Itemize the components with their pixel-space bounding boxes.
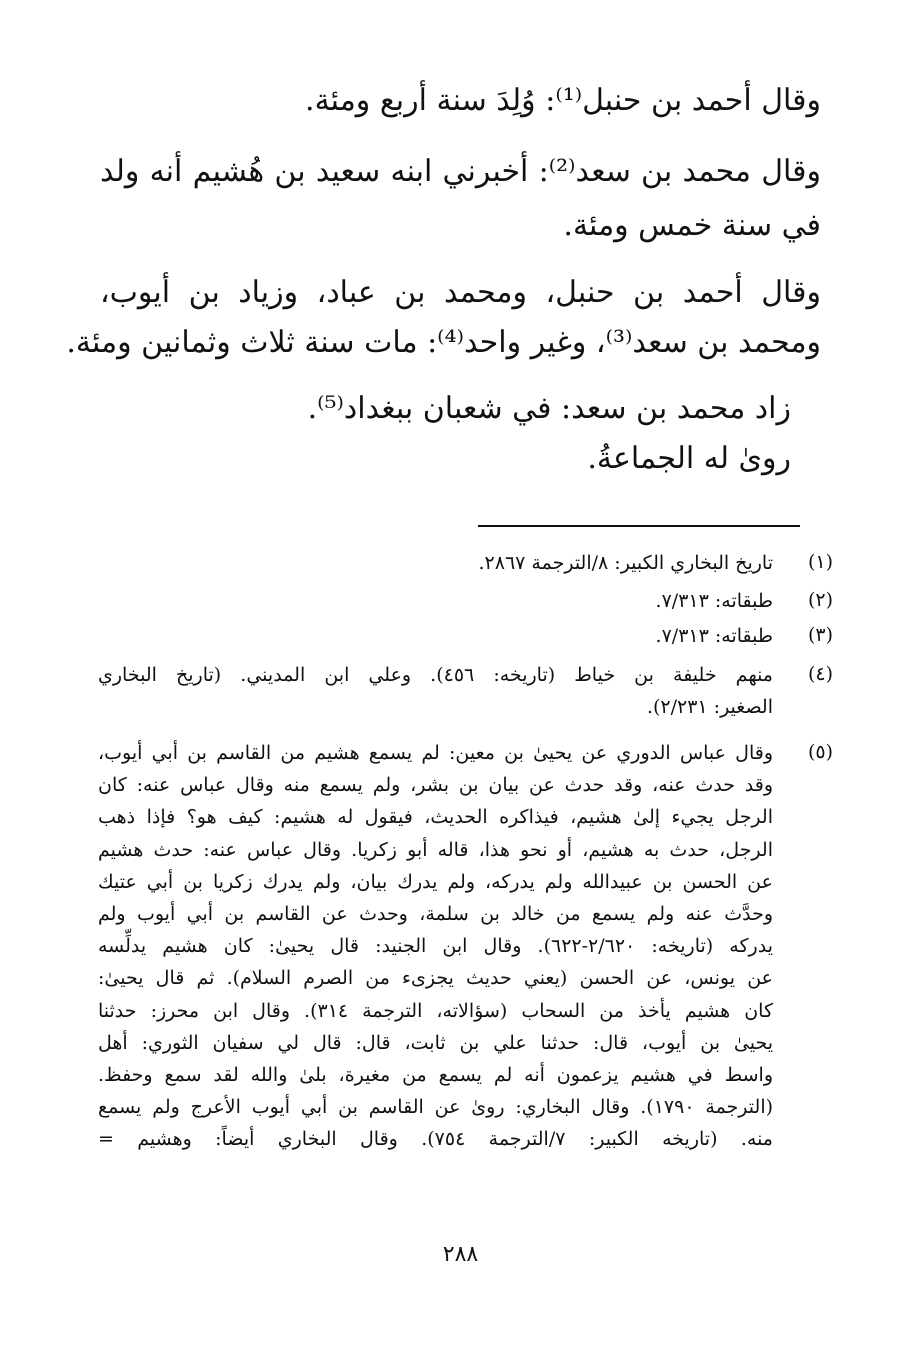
footnote-number: (١) [807, 551, 833, 573]
footnote-line: يدركه (تاريخه: ٢/٦٢٠-٦٢٢). وقال ابن الجنيد: قال يحيىٰ: كان هشيم يدلِّسه [98, 935, 773, 958]
footnote-line: (الترجمة ١٧٩٠). وقال البخاري: روىٰ عن القاسم بن أبي أيوب الأعرج ولم يسمع [98, 1096, 774, 1119]
main-text-line: زاد محمد بن سعد: في شعبان ببغداد⁽⁵⁾. [307, 391, 791, 426]
footnote-line: منه. (تاريخه الكبير: ٧/الترجمة ٧٥٤). وقال البخاري أيضاً: وهشيم = [98, 1128, 773, 1151]
footnote-line: عن الحسن بن عبيدالله ولم يدركه، ولم يدرك بيان، ولم يدرك زكريا بن أبي عتيك [98, 870, 773, 893]
main-text-line: وقال محمد بن سعد⁽²⁾: أخبرني ابنه سعيد بن هُشيم أنه ولد [100, 154, 821, 189]
footnote-line: كان هشيم يأخذ من السحاب (سؤالاته، الترجمة ٣١٤). وقال ابن محرز: حدثنا [98, 999, 773, 1022]
main-text-line: روىٰ له الجماعةُ. [587, 441, 791, 476]
footnote-line: واسط في هشيم يزعمون أنه لم يسمع من مغيرة، بلىٰ والله لقد سمع وحفظ. [98, 1064, 773, 1087]
footnote [98, 659, 833, 723]
footnote [98, 585, 833, 617]
footnote [98, 620, 833, 652]
main-text-line: في سنة خمس ومئة. [563, 208, 821, 243]
footnote-line: الصغير: ٢/٢٣١). [646, 696, 773, 719]
footnote [98, 547, 833, 579]
footnote-separator [478, 525, 800, 527]
page-number: ٢٨٨ [442, 1242, 479, 1267]
footnote-number: (٤) [807, 663, 833, 685]
footnote-number: (٣) [807, 624, 833, 646]
footnote-line: وقد حدث عنه، وقد حدث عن بيان بن بشر، ولم يسمع منه وقال عباس عنه: كان [98, 774, 773, 797]
footnote-line: وقال عباس الدوري عن يحيىٰ بن معين: لم يسمع هشيم من القاسم بن أبي أيوب، [98, 742, 773, 764]
footnote-line: منهم خليفة بن خياط (تاريخه: ٤٥٦). وعلي ابن المديني. (تاريخ البخاري [98, 664, 773, 686]
main-text-line: وقال أحمد بن حنبل⁽¹⁾: وُلِدَ سنة أربع ومئة. [305, 83, 821, 118]
footnote-line: وحدَّث عنه ولم يسمع من خالد بن سلمة، وحدث عن القاسم بن أبي أيوب ولم [98, 903, 773, 926]
footnote [98, 737, 833, 1156]
footnote-line: طبقاته: ٧/٣١٣. [655, 590, 773, 612]
footnote-number: (٥) [807, 741, 833, 763]
main-text-line: وقال أحمد بن حنبل، ومحمد بن عباد، وزياد بن أيوب، [100, 275, 821, 310]
footnote-line: يحيىٰ بن أيوب، قال: حدثنا علي بن ثابت، قال: قال لي سفيان الثوري: أهل [98, 1031, 773, 1054]
main-text-line: ومحمد بن سعد⁽³⁾، وغير واحد⁽⁴⁾: مات سنة ثلاث وثمانين ومئة. [66, 325, 821, 360]
footnote-line: عن يونس، عن الحسن (يعني حديث يجزىء من الصرم السلام). ثم قال يحيىٰ: [98, 967, 773, 990]
footnote-number: (٢) [807, 589, 833, 611]
footnote-line: الرجل، حدث به هشيم، أو نحو هذا، قاله أبو زكريا. وقال عباس عنه: حدث هشيم [98, 838, 773, 861]
footnote-line: الرجل يجيء إلىٰ هشيم، فيذاكره الحديث، فيقول له هشيم: كيف هو؟ فإذا ذهب [98, 806, 773, 829]
footnote-line: طبقاته: ٧/٣١٣. [655, 625, 773, 647]
footnote-line: تاريخ البخاري الكبير: ٨/الترجمة ٢٨٦٧. [478, 552, 773, 574]
